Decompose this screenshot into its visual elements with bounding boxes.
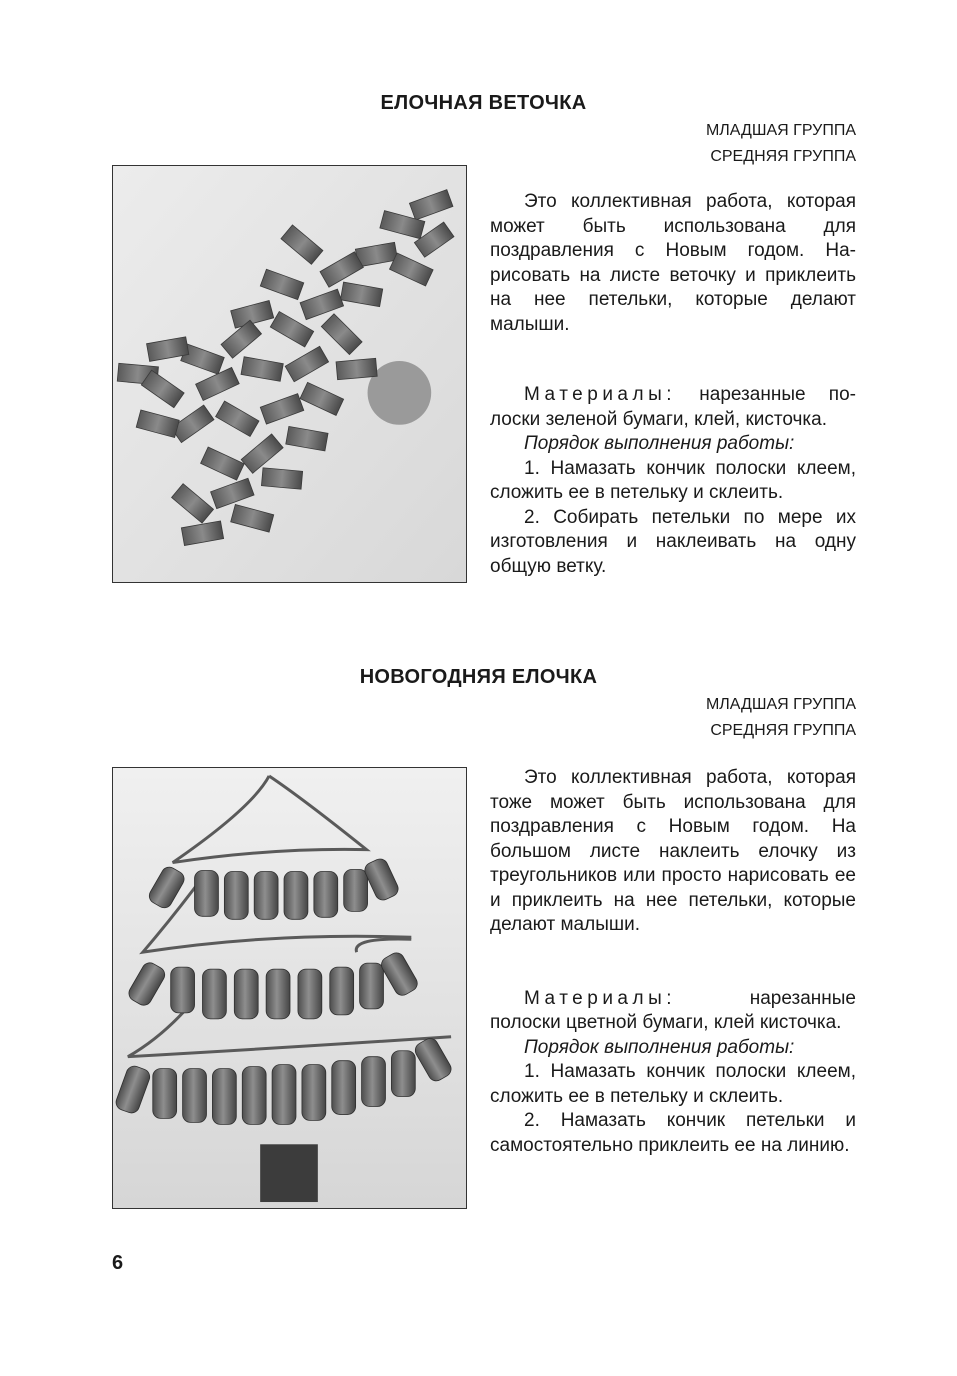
group-label: СРЕДНЯЯ ГРУППА — [710, 148, 856, 165]
materials-label: Материалы: — [524, 384, 677, 405]
group-label: МЛАДШАЯ ГРУППА — [705, 696, 856, 713]
tree-illustration — [113, 768, 466, 1208]
step-item: 1. Намазать кончик полоски клеем, сложить ее в петельку и склеить. — [490, 457, 856, 503]
procedure-heading: Порядок выполнения работы: — [524, 433, 795, 454]
branch-photo — [112, 165, 467, 583]
group-label: СРЕДНЯЯ ГРУППА — [710, 722, 856, 739]
materials-label: Материалы: — [524, 987, 677, 1009]
materials-paragraph — [490, 383, 856, 432]
section-title: НОВОГОДНЯЯ ЕЛОЧКА — [359, 666, 598, 688]
procedure-heading: Порядок выполнения работы: — [524, 1036, 795, 1058]
page-number: 6 — [112, 1252, 124, 1274]
age-groups — [706, 118, 856, 170]
section-body — [490, 766, 856, 1158]
materials-paragraph — [490, 987, 856, 1036]
intro-paragraph: Это коллективная работа, которая может быть использована для поздравления с Новым годом. Нарисовать на листе веточку и приклеить на нее петельки, которые делают малыши. — [490, 191, 856, 335]
step-item: 2. Собирать петельки по мере их изготовления и наклеивать на одну общую ветку. — [490, 506, 856, 577]
step-item: 1. Намазать кончик полоски клеем, сложить ее в петельку и склеить. — [490, 1061, 856, 1107]
materials-text: нарезанные полоски зеленой бумаги, клей, кисточка. — [490, 384, 856, 430]
tree-photo — [112, 767, 467, 1209]
intro-paragraph: Это коллективная работа, которая тоже может быть использована для поздравления с Новым годом. На большом листе наклеить елочку из треугольников или просто нарисовать ее и приклеить на нее петельки, которые делают малыши. — [490, 767, 856, 935]
age-groups — [706, 692, 856, 744]
section-body — [490, 190, 856, 579]
section-title: ЕЛОЧНАЯ ВЕТОЧКА — [380, 92, 587, 114]
group-label: МЛАДШАЯ ГРУППА — [705, 122, 856, 139]
step-item: 2. Намазать кончик петельки и самостоятельно приклеить ее на линию. — [490, 1110, 856, 1156]
materials-text: нарезанные полоски цветной бумаги, клей кисточка. — [490, 987, 856, 1033]
branch-illustration — [113, 166, 466, 582]
